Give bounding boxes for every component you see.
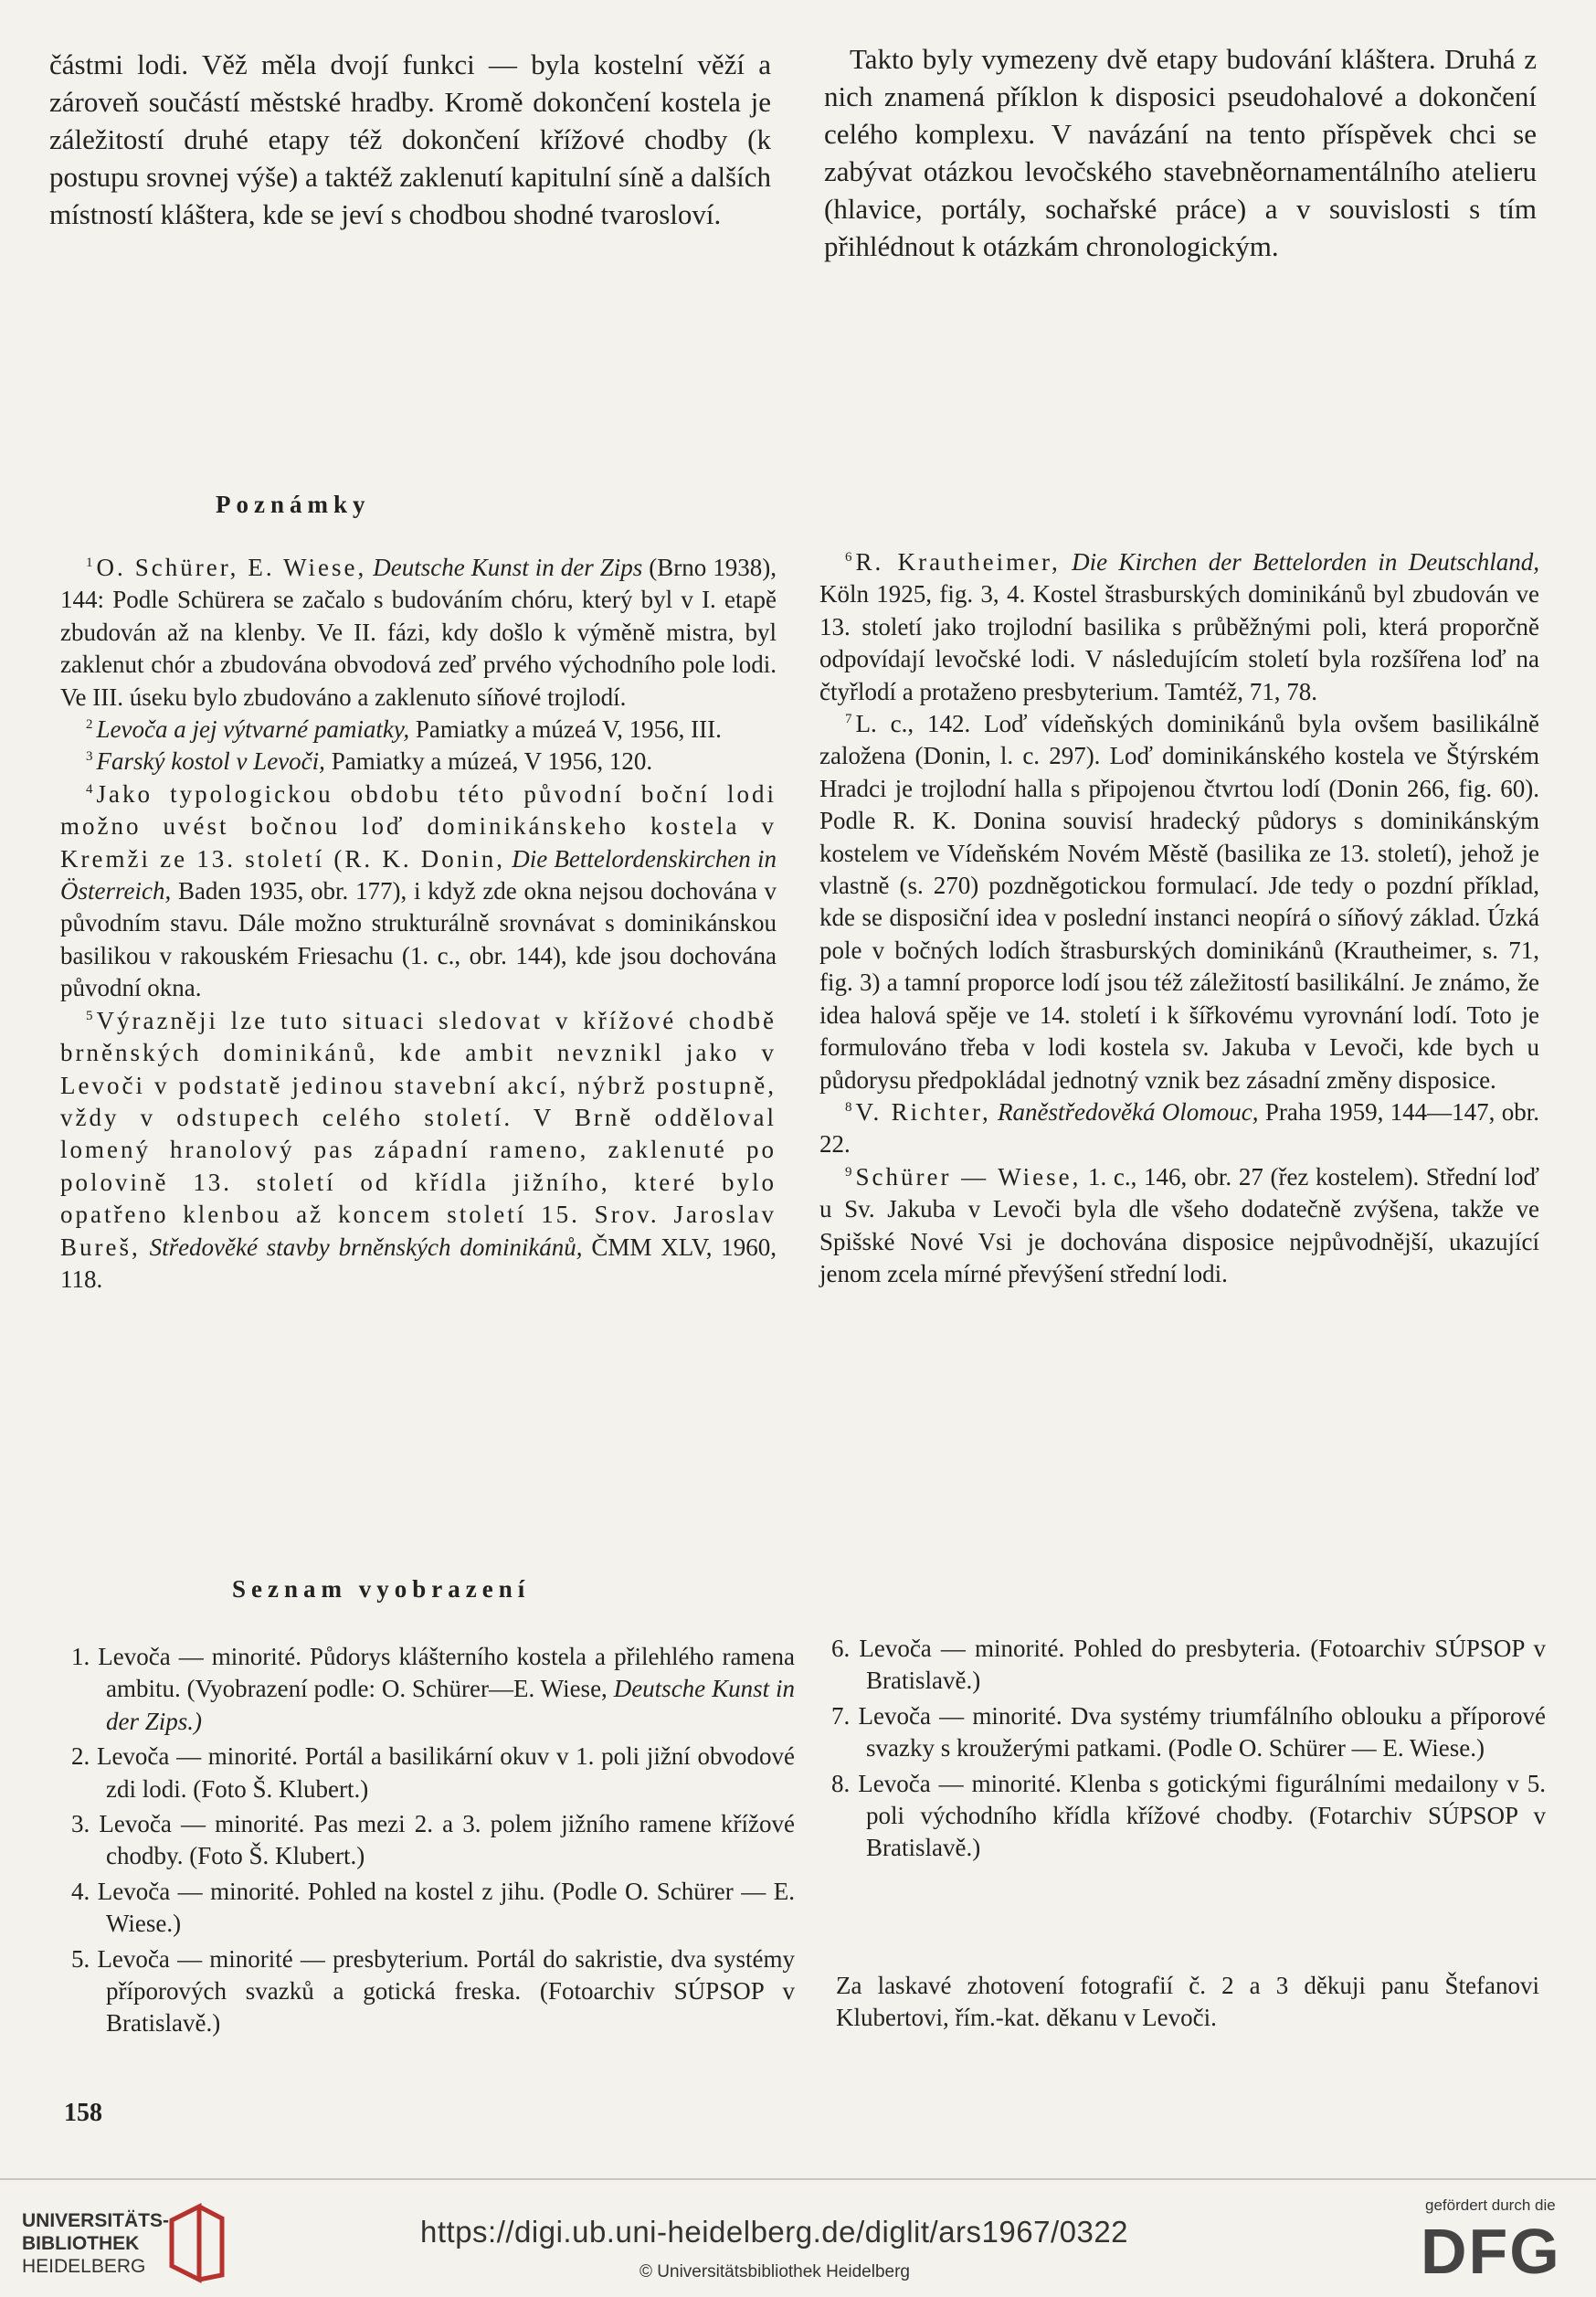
note-number: 3 <box>86 749 93 765</box>
note <box>819 1161 1539 1291</box>
note <box>819 708 1539 1096</box>
library-name-line: UNIVERSITÄTS- <box>22 2210 170 2231</box>
copyright: © Universitätsbibliothek Heidelberg <box>639 2262 910 2281</box>
paragraph: Takto byly vymezeny dvě etapy budování kláštera. Druhá z nich znamená příklon k disposici pseudohalové a dokončení celého komplexu. V navázání na tento příspěvek chci se zabývat otázkou levočského stavebněornamentálního atelieru (hlavice, portály, sochařské práce) a v souvislosti s tím přihlédnout k otázkám chronologickým. <box>824 43 1537 262</box>
note <box>60 778 777 1005</box>
note-author: Schürer — Wiese, <box>855 1162 1082 1191</box>
permalink[interactable]: https://digi.ub.uni-heidelberg.de/diglit/ars1967/0322 <box>420 2215 1129 2249</box>
note-author: Výrazněji lze tuto situaci sledovat v křížové chodbě brněnských dominikánů, kde ambit nevznikl jako v Levoči v podstatě jedinou stavební akcí, nýbrž postupně, vždy v odstupech celého století. V Brně odděloval lomený hranolový pas západní rameno, zaklenuté po polovině 13. století od křídla jižního, které bylo opatřeno klenbou až koncem století 15. Srov. Jaroslav Bureš, <box>60 1006 777 1261</box>
note-text: Praha 1959, 144—147, obr. 22. <box>819 1097 1539 1159</box>
note-text: Pamiatky a múzeá, V 1956, 120. <box>331 747 653 776</box>
note-number: 9 <box>845 1164 852 1180</box>
note-text: ČMM XLV, 1960, 118. <box>60 1233 777 1293</box>
note-text: L. c., 142. Loď vídeňských dominikánů byla ovšem basilikálně založena (Donin, l. c. 297). Loď dominikánského kostela ve Štýrském Hradci je trojlodní halla s připojenou čtvrtou lodí (Donin 266, fig. 60). Podle R. K. Donina souvisí hradecký půdorys s dominikánským kostelem ve Vídeňském Novém Městě (basilika ze 13. století), jehož je vlastně (s. 270) pozdněgotickou formulací. Jde tedy o pozdní příklad, kde se disposiční idea v poslední instanci neopírá o síňový základ. Úzká pole v bočných lodích štrasburských dominikánů (Krautheimer, s. 71, fig. 3) a tamní proporce lodí jsou též záležitostí basilikální. Je známo, že idea halová spěje ve 14. století i k šířkovému vyrovnání lodí. Toto je formulováno třeba v lodi kostela sv. Jakuba v Levoči, kde bych u půdorysu předpokládal jednotný vznik bez zásadní změny disposice. <box>819 710 1539 1094</box>
note <box>60 1005 777 1297</box>
note-title: Levoča a jej výtvarné pamiatky, <box>96 715 410 744</box>
figure-list-left <box>71 1641 795 2043</box>
note-title: Die Bettelordenskirchen in Österreich, <box>60 844 777 905</box>
note-author: R. Krautheimer, <box>855 548 1061 576</box>
list-item <box>71 1741 795 1805</box>
note-text: Baden 1935, obr. 177), i když zde okna nejsou dochována v původním stavu. Dále možno strukturálně srovnávat s dominikánskou basilikou v rakouském Friesachu (1. c., obr. 144), kde jsou dochována původní okna. <box>60 877 777 1002</box>
note-text: Köln 1925, fig. 3, 4. Kostel štrasburských dominikánů byl zbudován ve 13. století jako trojlodní basilika s průběžnými poli, která proporčně odpovídají levočské lodi. V následujícím století byla rozšířena loď na čtyřlodí a protaženo presbyterium. Tamtéž, 71, 78. <box>819 580 1539 705</box>
top-left-text <box>49 46 771 233</box>
library-name-line: HEIDELBERG <box>22 2256 146 2277</box>
note-number: 5 <box>86 1008 93 1023</box>
library-name <box>22 2209 169 2278</box>
notes-right <box>819 546 1539 1290</box>
list-item <box>71 1808 795 1873</box>
dfg-logo: DFG <box>1421 2216 1561 2287</box>
list-item <box>71 1876 795 1941</box>
figure-list-right <box>831 1633 1546 1868</box>
note-title: Die Kirchen der Bettelorden in Deutschland, <box>1072 548 1540 576</box>
note-text: (Brno 1938), 144: Podle Schürera se začalo s budováním chóru, který byl v I. etapě zbudován až na klenby. Ve II. fázi, kdy došlo k výměně mistra, byl zaklenut chór a zbudována obvodová zeď prvého východního pole lodi. Ve III. úseku bylo zbudováno a zaklenuto síňové trojlodí. <box>60 554 777 711</box>
list-item <box>71 1641 795 1738</box>
list-item: 8. Levoča — minorité. Klenba s gotickými figurálními medailony v 5. poli východního křídla křížové chodby. (Fotarchiv SÚPSOP v Bratislavě.) <box>831 1769 1546 1862</box>
paragraph: částmi lodi. Věž měla dvojí funkci — byla kostelní věží a zároveň součástí městské hradby. Kromě dokončení kostela je záležitostí druhé etapy též dokončení křížové chodby (k postupu srovnej výše) a taktéž zaklenutí kapitulní síně a dalších místností kláštera, kde se jeví s chodbou shodné tvarosloví. <box>49 48 771 230</box>
footer-divider <box>0 2178 1596 2180</box>
note-text: Pamiatky a múzeá V, 1956, III. <box>415 715 722 744</box>
list-heading: Seznam vyobrazení <box>232 1575 531 1603</box>
note-author: Jako typologickou obdobu této původní boční lodi možno uvést bočnou loď dominikánskeho kostela v Kremži ze 13. století (R. K. Donin, <box>60 779 777 873</box>
note-title: Farský kostol v Levoči, <box>96 747 325 776</box>
footer <box>0 2173 1596 2297</box>
note-title: Deutsche Kunst in der Zips <box>373 554 643 581</box>
note-number: 8 <box>845 1099 852 1115</box>
paragraph: Za laskavé zhotovení fotografií č. 2 a 3 děkuji panu Štefanovi Klubertovi, řím.-kat. děkanu v Levoči. <box>836 1972 1539 2032</box>
list-item: 6. Levoča — minorité. Pohled do presbyteria. (Fotoarchiv SÚPSOP v Bratislavě.) <box>831 1635 1546 1695</box>
notes-left <box>60 552 777 1296</box>
list-item-text: 5. Levoča — minorité — presbyterium. Portál do sakristie, dva systémy příporových svazků a gotická freska. (Fotoarchiv SÚPSOP v Bratislavě.) <box>71 1944 795 2038</box>
library-name-line: BIBLIOTHEK <box>22 2233 140 2254</box>
note-author: V. Richter, <box>855 1097 991 1126</box>
note-author: O. Schürer, E. Wiese, <box>96 554 367 581</box>
note-number: 4 <box>86 781 93 797</box>
note-number: 7 <box>845 712 852 727</box>
note <box>819 546 1539 708</box>
note-title: Středověké stavby brněnských dominikánů, <box>149 1233 583 1261</box>
list-item-text: 4. Levoča — minorité. Pohled na kostel z jihu. (Podle O. Schürer — E. Wiese.) <box>71 1877 795 1938</box>
note-text: 1. c., 146, obr. 27 (řez kostelem). Střední loď u Sv. Jakuba v Levoči byla dle všeho dodatečně zvýšena, takže ve Spišské Nové Vsi je dochována disposice nejpůvodnější, ukazující jenom zcela mírné převýšení střední lodi. <box>819 1162 1540 1287</box>
list-item <box>71 1943 795 2040</box>
notes-heading: Poznámky <box>216 491 371 518</box>
note-title: Raněstředověká Olomouc, <box>998 1097 1259 1126</box>
note <box>60 746 777 778</box>
list-item-text: 2. Levoča — minorité. Portál a basilikární okuv v 1. poli jižní obvodové zdi lodi. (Foto Š. Klubert.) <box>71 1742 795 1803</box>
acknowledgement <box>836 1970 1539 2035</box>
note <box>60 552 777 714</box>
library-logo-icon <box>163 2202 227 2284</box>
note <box>60 714 777 746</box>
note-number: 6 <box>845 550 852 565</box>
top-right-text <box>824 40 1537 265</box>
page-number: 158 <box>64 2099 102 2127</box>
note <box>819 1096 1539 1161</box>
note-number: 2 <box>86 717 93 733</box>
funding-note: gefördert durch die <box>1425 2196 1556 2214</box>
list-item-text: 3. Levoča — minorité. Pas mezi 2. a 3. polem jižního ramene křížové chodby. (Foto Š. Klubert.) <box>71 1810 795 1870</box>
list-item-text: 1. Levoča — minorité. Půdorys klášterního kostela a přilehlého ramena ambitu. (Vyobrazení podle: O. Schürer—E. Wiese, <box>71 1643 795 1703</box>
list-item-title: Deutsche Kunst in der Zips.) <box>106 1675 795 1735</box>
list-item: 7. Levoča — minorité. Dva systémy triumfálního oblouku a příporové svazky s kroužerými patkami. (Podle O. Schürer — E. Wiese.) <box>831 1701 1546 1762</box>
note-number: 1 <box>86 556 93 570</box>
